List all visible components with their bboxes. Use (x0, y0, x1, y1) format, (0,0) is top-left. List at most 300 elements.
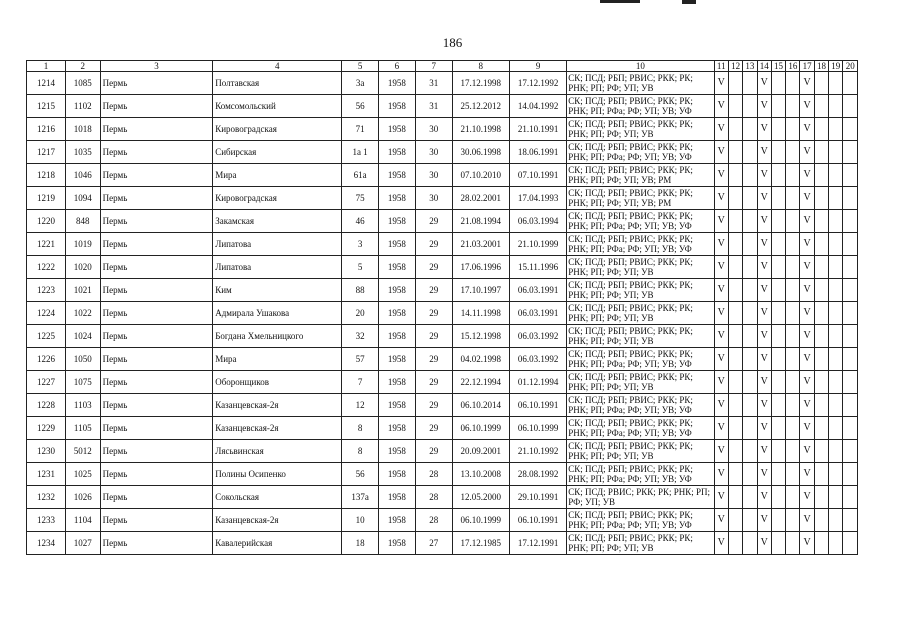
mark-col-13-cell (743, 256, 757, 279)
mark-col-11-cell: V (714, 279, 728, 302)
date-1-cell: 25.12.2012 (452, 95, 509, 118)
organizations-cell: СК; ПСД; РБП; РВИС; РКК; РК; РНК; РП; РФа; РФ; УП; УВ; УФ (567, 348, 714, 371)
year-cell: 1958 (378, 210, 415, 233)
house-number-cell: 57 (342, 348, 379, 371)
mark-col-15-cell (771, 95, 785, 118)
street-cell: Адмирала Ушакова (213, 302, 342, 325)
row-number-cell: 1229 (27, 417, 66, 440)
mark-col-12-cell (728, 118, 742, 141)
mark-col-15-cell (771, 72, 785, 95)
record-id-cell: 1024 (65, 325, 100, 348)
mark-col-19-cell (829, 95, 843, 118)
table-body (27, 72, 858, 555)
mark-col-16-cell (786, 210, 800, 233)
record-id-cell: 1022 (65, 302, 100, 325)
date-2-cell: 14.04.1992 (509, 95, 566, 118)
house-number-cell: 46 (342, 210, 379, 233)
mark-col-11-cell: V (714, 164, 728, 187)
table-row (27, 141, 858, 164)
mark-col-17-cell: V (800, 141, 814, 164)
age-cell: 29 (415, 302, 452, 325)
mark-col-18-cell (814, 256, 828, 279)
mark-col-11-cell: V (714, 532, 728, 555)
record-id-cell: 1021 (65, 279, 100, 302)
city-cell: Пермь (100, 509, 213, 532)
row-number-cell: 1230 (27, 440, 66, 463)
mark-col-15-cell (771, 509, 785, 532)
mark-col-17-cell: V (800, 440, 814, 463)
table-row (27, 371, 858, 394)
age-cell: 28 (415, 509, 452, 532)
mark-col-14-cell: V (757, 394, 771, 417)
street-cell: Мира (213, 164, 342, 187)
date-1-cell: 17.06.1996 (452, 256, 509, 279)
organizations-cell: СК; ПСД; РБП; РВИС; РКК; РК; РНК; РП; РФ; УП; УВ (567, 325, 714, 348)
row-number-cell: 1232 (27, 486, 66, 509)
mark-col-19-cell (829, 394, 843, 417)
city-cell: Пермь (100, 187, 213, 210)
mark-col-17-cell: V (800, 463, 814, 486)
mark-col-19-cell (829, 72, 843, 95)
date-2-cell: 21.10.1999 (509, 233, 566, 256)
mark-col-18-cell (814, 509, 828, 532)
mark-col-20-cell (843, 440, 858, 463)
mark-col-18-cell (814, 417, 828, 440)
mark-col-11-cell: V (714, 440, 728, 463)
mark-col-14-cell: V (757, 440, 771, 463)
organizations-cell: СК; ПСД; РБП; РВИС; РКК; РК; РНК; РП; РФа; РФ; УП; УВ; УФ (567, 394, 714, 417)
date-2-cell: 17.04.1993 (509, 187, 566, 210)
house-number-cell: 61а (342, 164, 379, 187)
table-row (27, 325, 858, 348)
date-2-cell: 18.06.1991 (509, 141, 566, 164)
year-cell: 1958 (378, 440, 415, 463)
record-id-cell: 1019 (65, 233, 100, 256)
city-cell: Пермь (100, 233, 213, 256)
date-2-cell: 01.12.1994 (509, 371, 566, 394)
mark-col-16-cell (786, 302, 800, 325)
house-number-cell: 137а (342, 486, 379, 509)
mark-col-11-cell: V (714, 210, 728, 233)
scan-artifact-mark (600, 0, 640, 3)
mark-col-20-cell (843, 118, 858, 141)
mark-col-15-cell (771, 210, 785, 233)
date-1-cell: 21.10.1998 (452, 118, 509, 141)
mark-col-20-cell (843, 532, 858, 555)
organizations-cell: СК; ПСД; РБП; РВИС; РКК; РК; РНК; РП; РФа; РФ; УП; УВ; УФ (567, 417, 714, 440)
row-number-cell: 1231 (27, 463, 66, 486)
street-cell: Липатова (213, 233, 342, 256)
mark-col-18-cell (814, 210, 828, 233)
mark-col-15-cell (771, 371, 785, 394)
mark-col-19-cell (829, 233, 843, 256)
city-cell: Пермь (100, 95, 213, 118)
table-row (27, 417, 858, 440)
house-number-cell: 88 (342, 279, 379, 302)
column-number-12: 12 (728, 61, 742, 72)
mark-col-13-cell (743, 348, 757, 371)
mark-col-20-cell (843, 486, 858, 509)
house-number-cell: 3а (342, 72, 379, 95)
house-number-cell: 71 (342, 118, 379, 141)
column-number-19: 19 (829, 61, 843, 72)
age-cell: 29 (415, 371, 452, 394)
mark-col-18-cell (814, 486, 828, 509)
mark-col-16-cell (786, 371, 800, 394)
mark-col-16-cell (786, 348, 800, 371)
date-2-cell: 06.03.1992 (509, 348, 566, 371)
mark-col-17-cell: V (800, 302, 814, 325)
mark-col-19-cell (829, 141, 843, 164)
city-cell: Пермь (100, 325, 213, 348)
record-id-cell: 1105 (65, 417, 100, 440)
mark-col-18-cell (814, 348, 828, 371)
date-1-cell: 30.06.1998 (452, 141, 509, 164)
mark-col-12-cell (728, 325, 742, 348)
organizations-cell: СК; ПСД; РВИС; РКК; РК; РНК; РП; РФ; УП; УВ (567, 486, 714, 509)
mark-col-11-cell: V (714, 72, 728, 95)
column-number-18: 18 (814, 61, 828, 72)
age-cell: 29 (415, 348, 452, 371)
column-number-8: 8 (452, 61, 509, 72)
organizations-cell: СК; ПСД; РБП; РВИС; РКК; РК; РНК; РП; РФ; УП; УВ (567, 532, 714, 555)
mark-col-17-cell: V (800, 187, 814, 210)
house-number-cell: 20 (342, 302, 379, 325)
mark-col-11-cell: V (714, 233, 728, 256)
age-cell: 30 (415, 118, 452, 141)
mark-col-19-cell (829, 302, 843, 325)
mark-col-17-cell: V (800, 509, 814, 532)
age-cell: 31 (415, 95, 452, 118)
table-row (27, 532, 858, 555)
organizations-cell: СК; ПСД; РБП; РВИС; РКК; РК; РНК; РП; РФа; РФ; УП; УВ; УФ (567, 509, 714, 532)
record-id-cell: 1094 (65, 187, 100, 210)
city-cell: Пермь (100, 72, 213, 95)
age-cell: 28 (415, 463, 452, 486)
mark-col-16-cell (786, 256, 800, 279)
mark-col-16-cell (786, 463, 800, 486)
mark-col-13-cell (743, 371, 757, 394)
mark-col-17-cell: V (800, 532, 814, 555)
mark-col-13-cell (743, 532, 757, 555)
mark-col-20-cell (843, 417, 858, 440)
mark-col-12-cell (728, 164, 742, 187)
mark-col-19-cell (829, 187, 843, 210)
age-cell: 29 (415, 210, 452, 233)
street-cell: Казанцевская-2я (213, 417, 342, 440)
record-id-cell: 1085 (65, 72, 100, 95)
mark-col-13-cell (743, 486, 757, 509)
column-number-11: 11 (714, 61, 728, 72)
house-number-cell: 5 (342, 256, 379, 279)
date-2-cell: 06.10.1999 (509, 417, 566, 440)
mark-col-17-cell: V (800, 394, 814, 417)
mark-col-15-cell (771, 325, 785, 348)
mark-col-20-cell (843, 302, 858, 325)
mark-col-13-cell (743, 279, 757, 302)
mark-col-11-cell: V (714, 187, 728, 210)
mark-col-11-cell: V (714, 417, 728, 440)
year-cell: 1958 (378, 72, 415, 95)
mark-col-15-cell (771, 532, 785, 555)
mark-col-20-cell (843, 509, 858, 532)
year-cell: 1958 (378, 371, 415, 394)
street-cell: Ким (213, 279, 342, 302)
street-cell: Закамская (213, 210, 342, 233)
mark-col-15-cell (771, 348, 785, 371)
mark-col-15-cell (771, 233, 785, 256)
column-number-16: 16 (786, 61, 800, 72)
mark-col-12-cell (728, 95, 742, 118)
mark-col-15-cell (771, 187, 785, 210)
year-cell: 1958 (378, 463, 415, 486)
mark-col-13-cell (743, 164, 757, 187)
date-1-cell: 06.10.1999 (452, 509, 509, 532)
year-cell: 1958 (378, 394, 415, 417)
mark-col-20-cell (843, 187, 858, 210)
column-number-3: 3 (100, 61, 213, 72)
column-number-15: 15 (771, 61, 785, 72)
column-number-7: 7 (415, 61, 452, 72)
mark-col-16-cell (786, 509, 800, 532)
mark-col-17-cell: V (800, 486, 814, 509)
mark-col-13-cell (743, 95, 757, 118)
mark-col-13-cell (743, 417, 757, 440)
date-1-cell: 28.02.2001 (452, 187, 509, 210)
mark-col-16-cell (786, 141, 800, 164)
mark-col-14-cell: V (757, 325, 771, 348)
mark-col-17-cell: V (800, 233, 814, 256)
city-cell: Пермь (100, 394, 213, 417)
year-cell: 1958 (378, 118, 415, 141)
mark-col-14-cell: V (757, 463, 771, 486)
street-cell: Липатова (213, 256, 342, 279)
mark-col-19-cell (829, 440, 843, 463)
mark-col-12-cell (728, 72, 742, 95)
mark-col-17-cell: V (800, 417, 814, 440)
mark-col-13-cell (743, 440, 757, 463)
table-row (27, 118, 858, 141)
record-id-cell: 1027 (65, 532, 100, 555)
mark-col-12-cell (728, 440, 742, 463)
mark-col-12-cell (728, 532, 742, 555)
table-row (27, 279, 858, 302)
date-2-cell: 06.03.1991 (509, 302, 566, 325)
record-id-cell: 1046 (65, 164, 100, 187)
table-row (27, 210, 858, 233)
mark-col-12-cell (728, 463, 742, 486)
organizations-cell: СК; ПСД; РБП; РВИС; РКК; РК; РНК; РП; РФ; УП; УВ (567, 118, 714, 141)
row-number-cell: 1214 (27, 72, 66, 95)
mark-col-19-cell (829, 486, 843, 509)
row-number-cell: 1227 (27, 371, 66, 394)
mark-col-15-cell (771, 302, 785, 325)
mark-col-19-cell (829, 371, 843, 394)
mark-col-14-cell: V (757, 486, 771, 509)
mark-col-11-cell: V (714, 141, 728, 164)
city-cell: Пермь (100, 371, 213, 394)
mark-col-14-cell: V (757, 141, 771, 164)
mark-col-15-cell (771, 486, 785, 509)
city-cell: Пермь (100, 486, 213, 509)
organizations-cell: СК; ПСД; РБП; РВИС; РКК; РК; РНК; РП; РФа; РФ; УП; УВ; УФ (567, 95, 714, 118)
mark-col-17-cell: V (800, 210, 814, 233)
mark-col-16-cell (786, 233, 800, 256)
column-number-2: 2 (65, 61, 100, 72)
column-number-9: 9 (509, 61, 566, 72)
table-row (27, 233, 858, 256)
mark-col-16-cell (786, 187, 800, 210)
row-number-cell: 1226 (27, 348, 66, 371)
city-cell: Пермь (100, 279, 213, 302)
year-cell: 1958 (378, 141, 415, 164)
row-number-cell: 1224 (27, 302, 66, 325)
row-number-cell: 1215 (27, 95, 66, 118)
mark-col-11-cell: V (714, 394, 728, 417)
street-cell: Полины Осипенко (213, 463, 342, 486)
mark-col-20-cell (843, 256, 858, 279)
date-1-cell: 04.02.1998 (452, 348, 509, 371)
house-number-cell: 56 (342, 95, 379, 118)
record-id-cell: 1018 (65, 118, 100, 141)
house-number-cell: 32 (342, 325, 379, 348)
organizations-cell: СК; ПСД; РБП; РВИС; РКК; РК; РНК; РП; РФ; УП; УВ (567, 256, 714, 279)
column-number-4: 4 (213, 61, 342, 72)
organizations-cell: СК; ПСД; РБП; РВИС; РКК; РК; РНК; РП; РФ; УП; УВ; РМ (567, 187, 714, 210)
mark-col-12-cell (728, 509, 742, 532)
organizations-cell: СК; ПСД; РБП; РВИС; РКК; РК; РНК; РП; РФ; УП; УВ; РМ (567, 164, 714, 187)
date-2-cell: 28.08.1992 (509, 463, 566, 486)
column-number-header-row (27, 61, 858, 72)
mark-col-11-cell: V (714, 118, 728, 141)
city-cell: Пермь (100, 348, 213, 371)
date-1-cell: 22.12.1994 (452, 371, 509, 394)
city-cell: Пермь (100, 210, 213, 233)
row-number-cell: 1228 (27, 394, 66, 417)
mark-col-11-cell: V (714, 325, 728, 348)
mark-col-16-cell (786, 72, 800, 95)
date-1-cell: 21.03.2001 (452, 233, 509, 256)
organizations-cell: СК; ПСД; РБП; РВИС; РКК; РК; РНК; РП; РФ; УП; УВ (567, 371, 714, 394)
mark-col-12-cell (728, 233, 742, 256)
age-cell: 29 (415, 279, 452, 302)
date-1-cell: 07.10.2010 (452, 164, 509, 187)
mark-col-20-cell (843, 164, 858, 187)
year-cell: 1958 (378, 348, 415, 371)
city-cell: Пермь (100, 302, 213, 325)
date-1-cell: 17.12.1998 (452, 72, 509, 95)
house-number-cell: 1а 1 (342, 141, 379, 164)
table-row (27, 348, 858, 371)
date-1-cell: 14.11.1998 (452, 302, 509, 325)
scan-artifact-mark (682, 0, 696, 4)
row-number-cell: 1220 (27, 210, 66, 233)
mark-col-20-cell (843, 394, 858, 417)
city-cell: Пермь (100, 141, 213, 164)
mark-col-19-cell (829, 532, 843, 555)
city-cell: Пермь (100, 440, 213, 463)
date-2-cell: 06.03.1994 (509, 210, 566, 233)
city-cell: Пермь (100, 417, 213, 440)
street-cell: Комсомольский (213, 95, 342, 118)
table-row (27, 486, 858, 509)
mark-col-14-cell: V (757, 72, 771, 95)
record-id-cell: 1050 (65, 348, 100, 371)
mark-col-17-cell: V (800, 164, 814, 187)
row-number-cell: 1217 (27, 141, 66, 164)
mark-col-16-cell (786, 279, 800, 302)
mark-col-15-cell (771, 279, 785, 302)
mark-col-12-cell (728, 210, 742, 233)
date-2-cell: 06.03.1991 (509, 279, 566, 302)
record-id-cell: 1026 (65, 486, 100, 509)
mark-col-13-cell (743, 118, 757, 141)
record-id-cell: 1102 (65, 95, 100, 118)
year-cell: 1958 (378, 187, 415, 210)
age-cell: 29 (415, 417, 452, 440)
organizations-cell: СК; ПСД; РБП; РВИС; РКК; РК; РНК; РП; РФ; УП; УВ (567, 302, 714, 325)
house-number-cell: 8 (342, 440, 379, 463)
mark-col-20-cell (843, 210, 858, 233)
mark-col-18-cell (814, 72, 828, 95)
mark-col-13-cell (743, 463, 757, 486)
table-row (27, 72, 858, 95)
date-1-cell: 06.10.2014 (452, 394, 509, 417)
mark-col-17-cell: V (800, 95, 814, 118)
row-number-cell: 1222 (27, 256, 66, 279)
record-id-cell: 1020 (65, 256, 100, 279)
mark-col-14-cell: V (757, 509, 771, 532)
table-row (27, 95, 858, 118)
street-cell: Лясьвинская (213, 440, 342, 463)
house-number-cell: 18 (342, 532, 379, 555)
mark-col-15-cell (771, 141, 785, 164)
age-cell: 31 (415, 72, 452, 95)
city-cell: Пермь (100, 532, 213, 555)
date-1-cell: 21.08.1994 (452, 210, 509, 233)
mark-col-17-cell: V (800, 371, 814, 394)
mark-col-16-cell (786, 440, 800, 463)
organizations-cell: СК; ПСД; РБП; РВИС; РКК; РК; РНК; РП; РФа; РФ; УП; УВ; УФ (567, 233, 714, 256)
mark-col-16-cell (786, 325, 800, 348)
date-2-cell: 07.10.1991 (509, 164, 566, 187)
organizations-cell: СК; ПСД; РБП; РВИС; РКК; РК; РНК; РП; РФа; РФ; УП; УВ; УФ (567, 210, 714, 233)
date-1-cell: 17.10.1997 (452, 279, 509, 302)
organizations-cell: СК; ПСД; РБП; РВИС; РКК; РК; РНК; РП; РФ; УП; УВ (567, 72, 714, 95)
page-number: 186 (442, 35, 463, 50)
street-cell: Полтавская (213, 72, 342, 95)
mark-col-14-cell: V (757, 95, 771, 118)
mark-col-19-cell (829, 463, 843, 486)
mark-col-20-cell (843, 371, 858, 394)
mark-col-20-cell (843, 141, 858, 164)
street-cell: Казанцевская-2я (213, 509, 342, 532)
city-cell: Пермь (100, 164, 213, 187)
mark-col-20-cell (843, 463, 858, 486)
mark-col-14-cell: V (757, 348, 771, 371)
record-id-cell: 1025 (65, 463, 100, 486)
mark-col-13-cell (743, 187, 757, 210)
record-id-cell: 5012 (65, 440, 100, 463)
mark-col-18-cell (814, 187, 828, 210)
mark-col-15-cell (771, 463, 785, 486)
city-cell: Пермь (100, 118, 213, 141)
mark-col-12-cell (728, 417, 742, 440)
year-cell: 1958 (378, 509, 415, 532)
mark-col-20-cell (843, 233, 858, 256)
street-cell: Оборонщиков (213, 371, 342, 394)
mark-col-18-cell (814, 394, 828, 417)
